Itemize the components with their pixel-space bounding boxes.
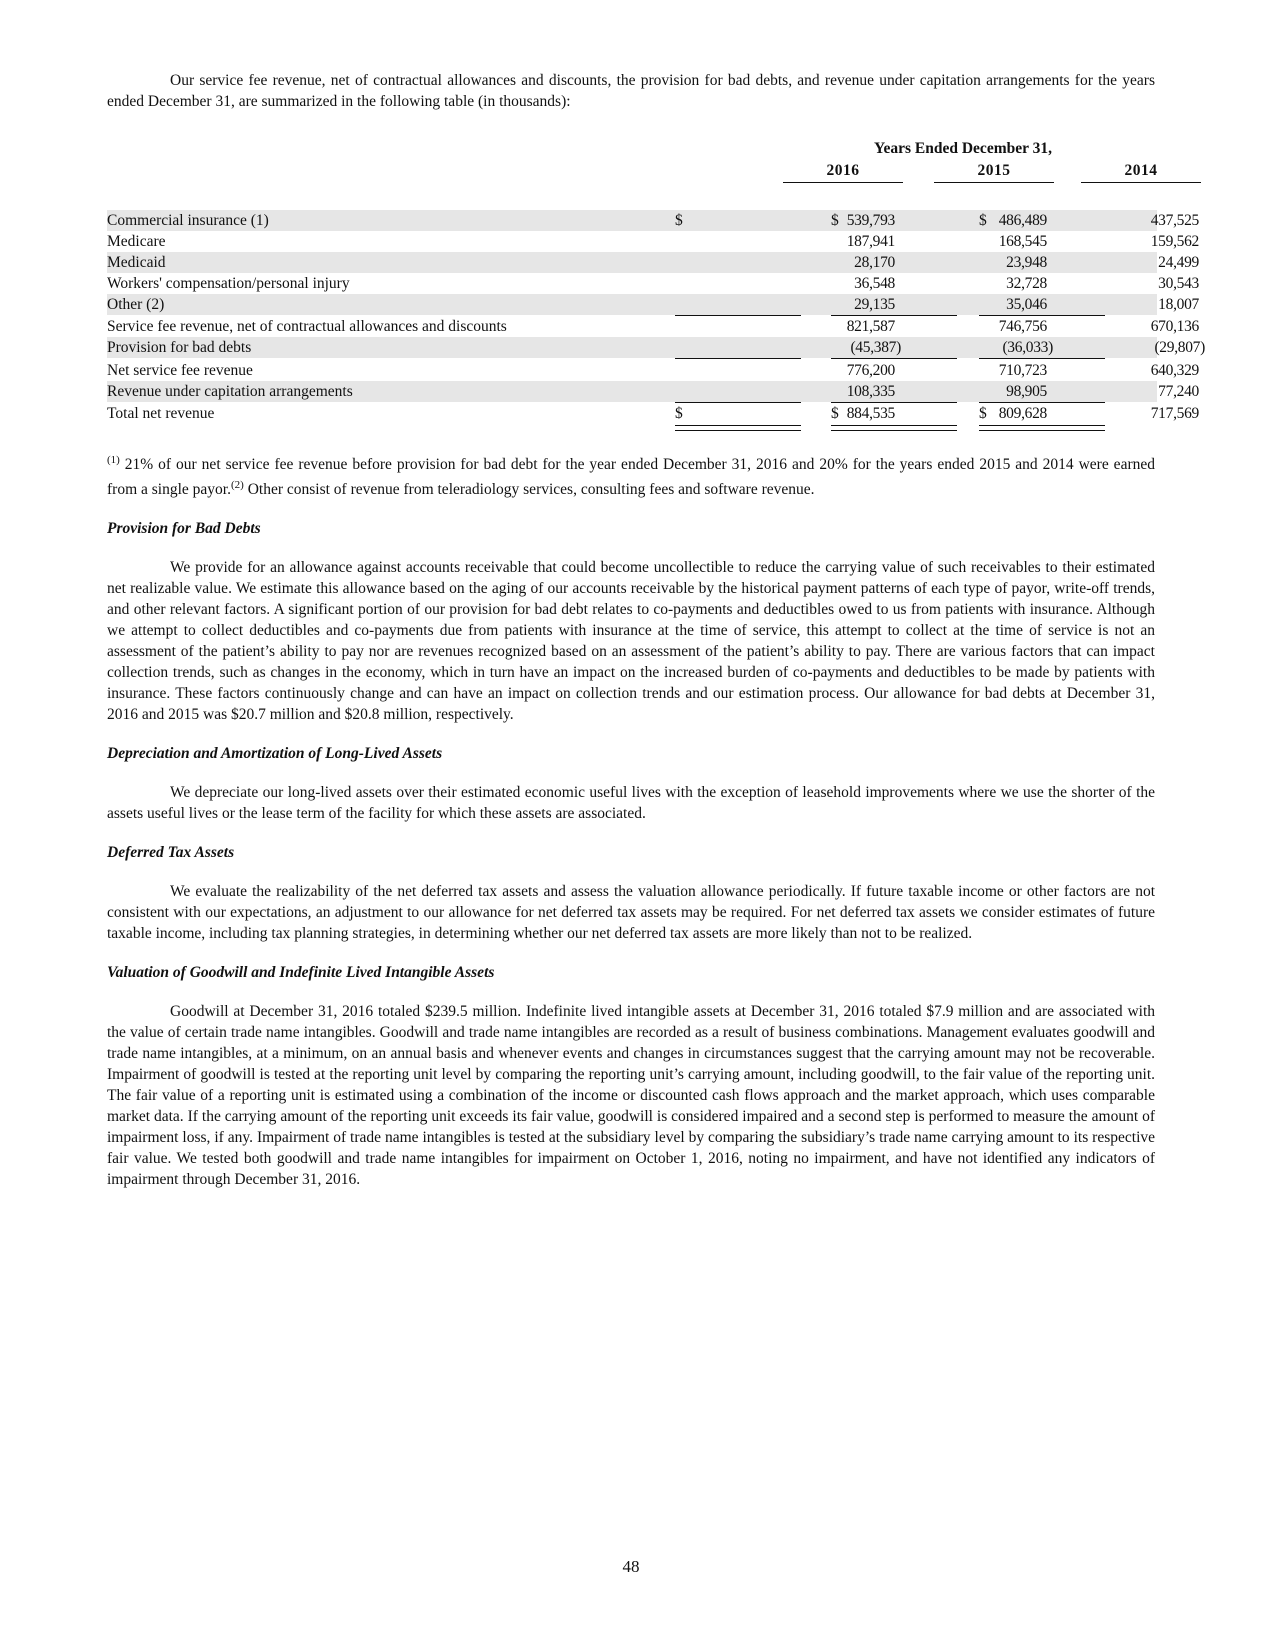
- cell-2015: 35,046: [1006, 296, 1047, 313]
- subtotal-rule: [979, 402, 1105, 403]
- row-label: Medicare: [107, 233, 166, 250]
- cell-2015: 710,723: [998, 362, 1047, 379]
- cell-2016: 821,587: [846, 318, 895, 335]
- row-label: Commercial insurance (1): [107, 212, 269, 229]
- total-double-rule: [979, 425, 1105, 431]
- cell-2016: 36,548: [854, 275, 895, 292]
- year-header-2015: 2015: [934, 160, 1054, 183]
- table-row: [107, 294, 1199, 315]
- cell-2014: 670,136: [1150, 318, 1199, 335]
- currency-symbol: $: [831, 405, 839, 422]
- cell-2016: 776,200: [846, 362, 895, 379]
- page-number: 48: [622, 1557, 640, 1576]
- subtotal-rule: [831, 358, 957, 359]
- table-row: [107, 273, 1199, 294]
- year-header-2014: 2014: [1081, 160, 1201, 183]
- cell-2014: (29,807): [1154, 339, 1205, 356]
- footnote-text-1: 21% of our net service fee revenue before provision for bad debt for the year ended December 31, 2016 and 20% for the years ended 2015 and 2014 were earned from a single payor.: [107, 456, 1155, 498]
- cell-2016: 187,941: [846, 233, 895, 250]
- cell-2014: 640,329: [1150, 362, 1199, 379]
- section-heading: Provision for Bad Debts: [107, 520, 261, 537]
- cell-2014: 30,543: [1158, 275, 1199, 292]
- table-row: [107, 337, 1205, 358]
- currency-symbol: $: [675, 405, 683, 422]
- section-heading: Depreciation and Amortization of Long-Lived Assets: [107, 745, 443, 762]
- cell-2014: 18,007: [1158, 296, 1199, 313]
- footnote-text-2: Other consist of revenue from teleradiology services, consulting fees and software revenue.: [243, 481, 815, 498]
- cell-2016: 108,335: [846, 383, 895, 400]
- footnote-mark-2: (2): [230, 479, 244, 491]
- section-body: We evaluate the realizability of the net deferred tax assets and assess the valuation allowance periodically. If future taxable income or other factors are not consistent with our expectations, an adjustment to our allowance for net deferred tax assets may be required. For net deferred tax assets we consider estimates of future taxable income, including tax planning strategies, in determining whether our net deferred tax assets are more likely than not to be realized.: [107, 883, 1155, 942]
- subtotal-rule: [675, 402, 801, 403]
- document-page: [107, 70, 1205, 1190]
- table-header: Years Ended December 31,: [874, 140, 1052, 157]
- cell-2014: 717,569: [1150, 405, 1199, 422]
- row-label: Net service fee revenue: [107, 362, 253, 379]
- row-label: Medicaid: [107, 254, 166, 271]
- cell-2016: 884,535: [846, 405, 895, 422]
- currency-symbol: $: [831, 212, 839, 229]
- table-row: [107, 381, 1199, 402]
- section-heading: Deferred Tax Assets: [107, 844, 235, 861]
- footnote: [107, 450, 1155, 500]
- cell-2014: 77,240: [1158, 383, 1199, 400]
- subtotal-rule: [979, 358, 1105, 359]
- table-row: [107, 316, 1199, 337]
- subtotal-rule: [979, 315, 1105, 316]
- total-double-rule: [831, 425, 957, 431]
- intro-paragraph: Our service fee revenue, net of contractual allowances and discounts, the provision for bad debts, and revenue under capitation arrangements for the years ended December 31, are summarized in the following table (in thousands):: [107, 72, 1155, 110]
- cell-2015: 168,545: [998, 233, 1047, 250]
- row-label: Other (2): [107, 296, 165, 313]
- cell-2014: 24,499: [1158, 254, 1199, 271]
- currency-symbol: $: [979, 405, 987, 422]
- cell-2016: 29,135: [854, 296, 895, 313]
- total-double-rule: [675, 425, 801, 431]
- cell-2016: 28,170: [854, 254, 895, 271]
- year-header-2016: 2016: [783, 160, 903, 183]
- table-row: [107, 252, 1199, 273]
- subtotal-rule: [675, 358, 801, 359]
- cell-2015: 486,489: [998, 212, 1047, 229]
- subtotal-rule: [831, 402, 957, 403]
- table-row: [107, 360, 1199, 381]
- cell-2015: 23,948: [1006, 254, 1047, 271]
- cell-2015: 746,756: [998, 318, 1047, 335]
- currency-symbol: $: [675, 212, 683, 229]
- section-heading: Valuation of Goodwill and Indefinite Lived Intangible Assets: [107, 964, 495, 981]
- cell-2016: 539,793: [846, 212, 895, 229]
- cell-2016: (45,387): [850, 339, 901, 356]
- table-row: [107, 210, 1199, 231]
- cell-2015: 809,628: [998, 405, 1047, 422]
- subtotal-rule: [831, 315, 957, 316]
- row-label: Workers' compensation/personal injury: [107, 275, 350, 292]
- row-label: Service fee revenue, net of contractual allowances and discounts: [107, 318, 507, 335]
- section-body: We depreciate our long-lived assets over their estimated economic useful lives with the exception of leasehold improvements where we use the shorter of the assets useful lives or the lease term of the facility for which these assets are associated.: [107, 784, 1155, 822]
- currency-symbol: $: [979, 212, 987, 229]
- footnote-mark-1: (1): [107, 454, 120, 466]
- cell-2015: 98,905: [1006, 383, 1047, 400]
- table-row: [107, 403, 1199, 424]
- section-body: We provide for an allowance against accounts receivable that could become uncollectible to reduce the carrying value of such receivables to their estimated net realizable value. We estimate this allowance based on the aging of our accounts receivable by the historical payment patterns of each type of payor, write-off trends, and other relevant factors. A significant portion of our provision for bad debt relates to co-payments and deductibles owed to us from patients with insurance. Although we attempt to collect deductibles and co-payments due from patients with insurance at the time of service, this attempt to collect at the time of service is not an assessment of the patient’s ability to pay nor are revenues recognized based on an assessment of the patient’s ability to pay. There are various factors that can impact collection trends, such as changes in the economy, which in turn have an impact on the increased burden of co-payments and deductibles to be made by patients with insurance. These factors continuously change and can have an impact on collection trends and our estimation process. Our allowance for bad debts at December 31, 2016 and 2015 was $20.7 million and $20.8 million, respectively.: [107, 559, 1155, 723]
- subtotal-rule: [675, 315, 801, 316]
- section-body: Goodwill at December 31, 2016 totaled $239.5 million. Indefinite lived intangible assets at December 31, 2016 totaled $7.9 million and are associated with the value of certain trade name intangibles. Goodwill and trade name intangibles are recorded as a result of business combinations. Management evaluates goodwill and trade name intangibles, at a minimum, on an annual basis and whenever events and changes in circumstances suggest that the carrying amount may not be recoverable. Impairment of goodwill is tested at the reporting unit level by comparing the reporting unit’s carrying amount, including goodwill, to the fair value of the reporting unit. The fair value of a reporting unit is estimated using a combination of the income or discounted cash flows approach and the market approach, which uses comparable market data. If the carrying amount of the reporting unit exceeds its fair value, goodwill is considered impaired and a second step is performed to measure the amount of impairment loss, if any. Impairment of trade name intangibles is tested at the subsidiary level by comparing the subsidiary’s trade name carrying amount to its respective fair value. We tested both goodwill and trade name intangibles for impairment on October 1, 2016, noting no impairment, and have not identified any indicators of impairment through December 31, 2016.: [107, 1003, 1155, 1188]
- row-label: Provision for bad debts: [107, 339, 252, 356]
- cell-2015: (36,033): [1002, 339, 1053, 356]
- cell-2015: 32,728: [1006, 275, 1047, 292]
- row-label: Total net revenue: [107, 405, 215, 422]
- cell-2014: 437,525: [1150, 212, 1199, 229]
- row-label: Revenue under capitation arrangements: [107, 383, 353, 400]
- cell-2014: 159,562: [1150, 233, 1199, 250]
- table-row: [107, 231, 1199, 252]
- revenue-table: [107, 138, 1205, 438]
